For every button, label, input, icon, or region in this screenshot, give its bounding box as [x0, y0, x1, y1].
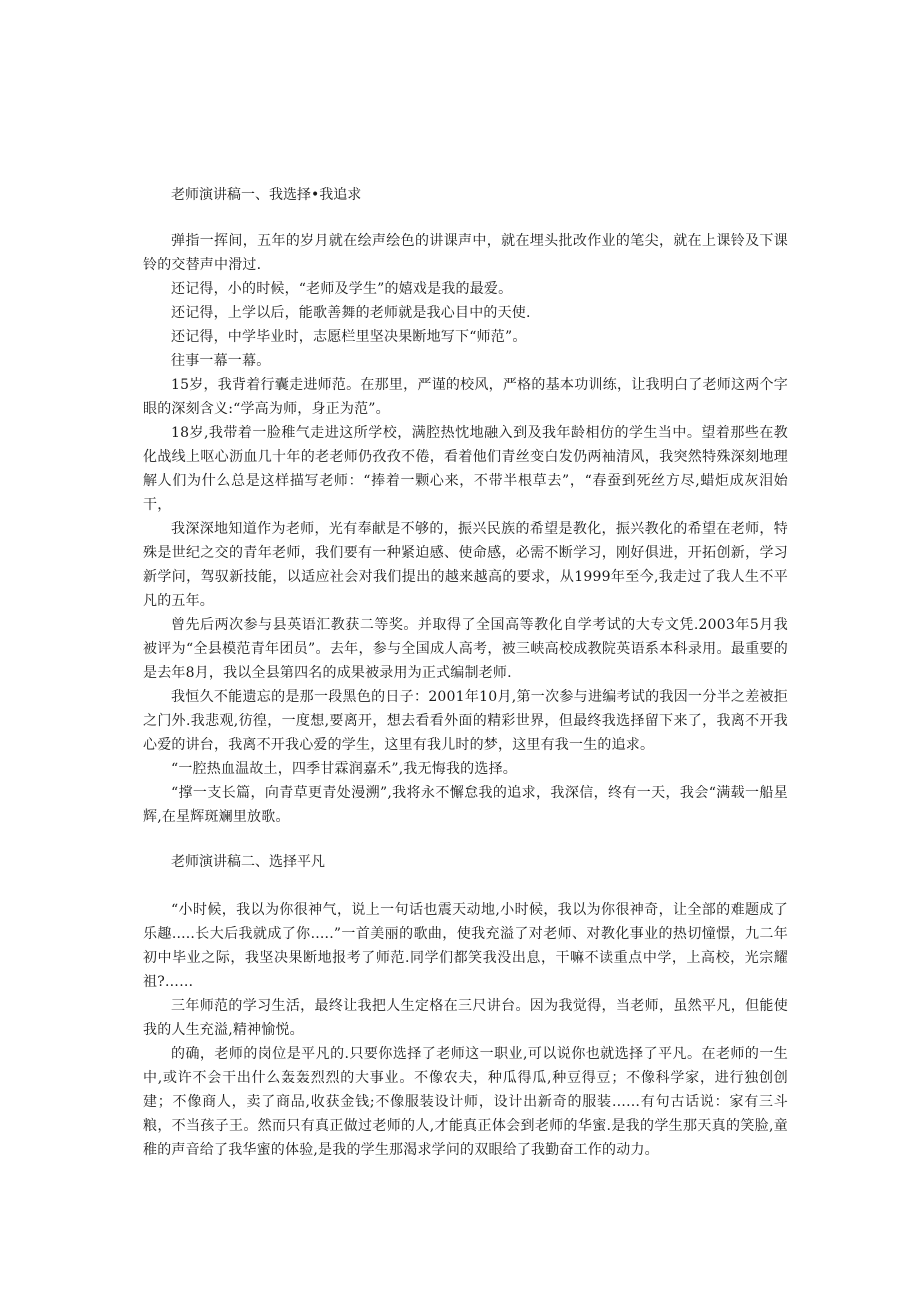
section-1-heading: 老师演讲稿一、我选择•我追求 [171, 187, 362, 203]
paragraph: 我恒久不能遗忘的是那一段黑色的日子：2001年10月,第一次参与进编考试的我因一分半之差被拒之门外.我悲观,彷徨，一度想,要离开，想去看看外面的精彩世界，但最终我选择留下来了，我离不开我心爱的讲台，我离不开我心爱的学生，这里有我儿时的梦，这里有我一生的追求。 [143, 689, 788, 753]
paragraph: 曾先后两次参与县英语汇教获二等奖。并取得了全国高等教化自学考试的大专文凭.2003年5月我被评为“全县模范青年团员”。去年，参与全国成人高考，被三峡高校成教院英语系本科录用。最重要的是去年8月，我以全县第四名的成果被录用为正式编制老师. [143, 617, 788, 681]
paragraph: “一腔热血温故土，四季甘霖润嘉禾”,我无悔我的选择。 [171, 761, 517, 777]
paragraph: 弹指一挥间，五年的岁月就在绘声绘色的讲课声中，就在埋头批改作业的笔尖，就在上课铃及下课铃的交替声中滑过. [143, 233, 788, 273]
paragraph: 18岁,我带着一脸稚气走进这所学校，满腔热忱地融入到及我年龄相仿的学生当中。望着那些在教化战线上呕心沥血几十年的老老师仍孜孜不倦，看着他们青丝变白发仍两袖清风，我突然特殊深刻地理解人们为什么总是这样描写老师：“捧着一颗心来，不带半根草去”，“春蚕到死丝方尽,蜡炬成灰泪始干， [143, 425, 788, 513]
paragraph: 还记得，中学毕业时，志愿栏里坚决果断地写下“师范”。 [171, 329, 527, 345]
paragraph: 还记得，上学以后，能歌善舞的老师就是我心目中的天使. [171, 305, 531, 321]
paragraph: “小时候，我以为你很神气，说上一句话也震天动地,小时候，我以为你很神奇，让全部的难题成了乐趣.....长大后我就成了你.....”一首美丽的歌曲，使我充溢了对老师、对教化事业的热切憧憬，九二年初中毕业之际，我坚决果断地报考了师范.同学们都笑我没出息，干嘛不读重点中学，上高校，光宗耀祖?…… [143, 902, 788, 990]
document-body [143, 182, 788, 1162]
paragraph: 的确，老师的岗位是平凡的.只要你选择了老师这一职业,可以说你也就选择了平凡。在老师的一生中,或许不会干出什么轰轰烈烈的大事业。不像农夫，种瓜得瓜,种豆得豆；不像科学家，进行独创创建；不像商人，卖了商品,收获金钱;不像服装设计师，设计出新奇的服装……有句古话说：家有三斗粮，不当孩子王。然而只有真正做过老师的人,才能真正体会到老师的华蜜.是我的学生那天真的笑脸,童稚的声音给了我华蜜的体验,是我的学生那渴求学问的双眼给了我勤奋工作的动力。 [143, 1046, 788, 1158]
paragraph: 往事一幕一幕。 [171, 353, 271, 369]
section-2-heading: 老师演讲稿二、选择平凡 [171, 854, 325, 870]
paragraph: 三年师范的学习生活，最终让我把人生定格在三尺讲台。因为我觉得，当老师，虽然平凡，但能使我的人生充溢,精神愉悦。 [143, 998, 788, 1038]
paragraph: “撑一支长篇，向青草更青处漫溯”,我将永不懈怠我的追求，我深信，终有一天，我会“满载一船星辉,在星辉斑斓里放歌。 [143, 785, 788, 825]
paragraph: 还记得，小的时候，“老师及学生”的嬉戏是我的最爱。 [171, 281, 513, 297]
paragraph: 15岁，我背着行囊走进师范。在那里，严谨的校风，严格的基本功训练，让我明白了老师这两个字眼的深刻含义:“学高为师，身正为范”。 [143, 377, 788, 417]
paragraph: 我深深地知道作为老师，光有奉献是不够的，振兴民族的希望是教化，振兴教化的希望在老师，特殊是世纪之交的青年老师，我们要有一种紧迫感、使命感，必需不断学习，刚好俱进，开拓创新，学习新学问，驾驭新技能，以适应社会对我们提出的越来越高的要求，从1999年至今,我走过了我人生不平凡的五年。 [143, 521, 788, 609]
